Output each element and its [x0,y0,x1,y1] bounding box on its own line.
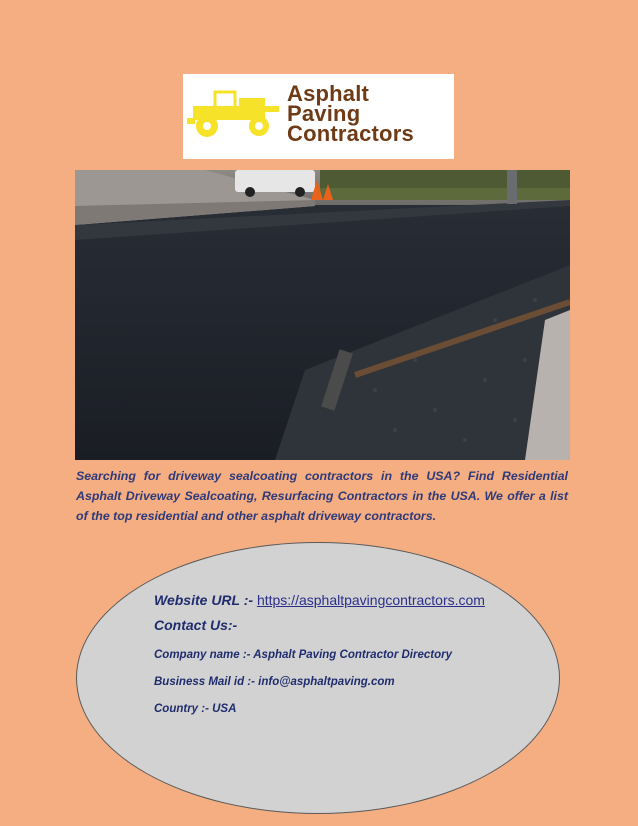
company-logo [183,74,454,159]
website-link[interactable]: https://asphaltpavingcontractors.com [256,592,485,608]
asphalt-rake-image [75,170,570,460]
contact-heading: Contact Us:- [154,617,238,633]
logo-line-2: Paving [287,101,361,126]
paving-roller-icon [185,88,283,140]
asphalt-photo-illustration [75,170,570,460]
description-text: Searching for driveway sealcoating contractors in the USA? Find Residential Asphalt Driveway Sealcoating, Resurfacing Contractors in the USA. We offer a list of the top residential and other asphalt driveway contractors. [76,469,568,523]
logo-line-1: Asphalt [287,81,370,106]
business-mail-line: Business Mail id :- info@asphaltpaving.com [154,676,395,688]
country-line: Country :- USA [154,703,237,715]
website-row [154,590,514,610]
website-label: Website URL :- [154,592,254,608]
company-name-line: Company name :- Asphalt Paving Contractor Directory [154,649,452,661]
logo-wordmark [287,81,414,146]
logo-line-3: Contractors [287,121,414,146]
contact-block [154,590,514,718]
